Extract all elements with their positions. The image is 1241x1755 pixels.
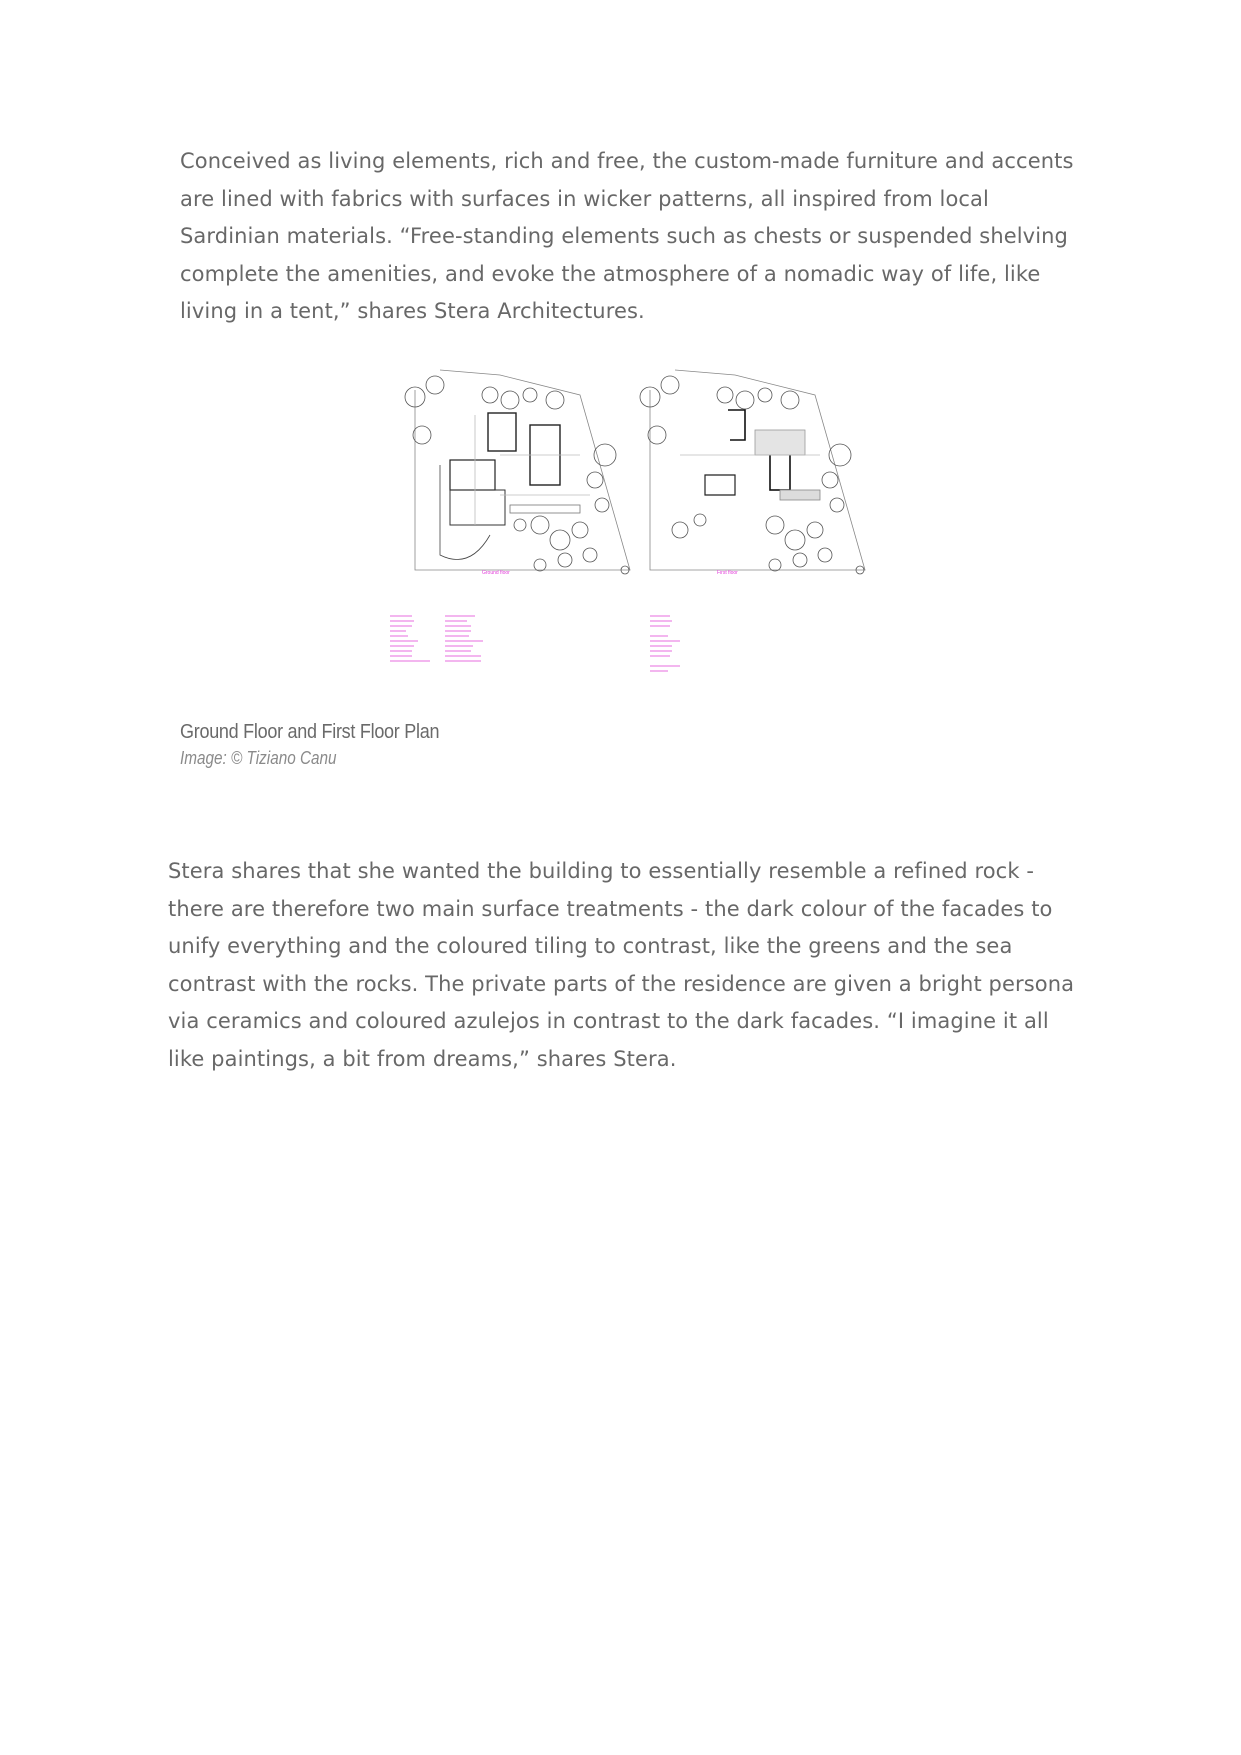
first-floor-label: First floor	[717, 570, 738, 576]
article-paragraph-2: Stera shares that she wanted the building to essentially resemble a refined rock - there are therefore two main surface treatments - the dark colour of the facades to unify everything and the coloured tiling to contrast, like the greens and the sea contrast with the rocks. The private parts of the residence are given a bright persona via ceramics and coloured azulejos in contrast to the dark facades. “I imagine it all like paintings, a bit from dreams,” shares Stera.	[168, 859, 1075, 1071]
first-floor-plan	[640, 370, 865, 574]
floor-plan-figure	[380, 355, 900, 710]
ground-floor-label: Ground floor	[482, 570, 510, 576]
ground-floor-plan	[405, 370, 630, 574]
article-paragraph-1: Conceived as living elements, rich and free, the custom-made furniture and accents are lined with fabrics with surfaces in wicker patterns, all inspired from local Sardinian materials. “Free-standing elements such as chests or suspended shelving complete the amenities, and evoke the atmosphere of a nomadic way of life, like living in a tent,” shares Stera Architectures.	[180, 149, 1074, 324]
floor-plan-drawing	[380, 355, 900, 710]
caption-credit: Image: © Tiziano Canu	[180, 748, 337, 768]
first-floor-legend	[650, 615, 680, 672]
figure-caption	[180, 718, 468, 770]
caption-title: Ground Floor and First Floor Plan	[180, 721, 440, 743]
ground-floor-legend	[390, 615, 483, 662]
